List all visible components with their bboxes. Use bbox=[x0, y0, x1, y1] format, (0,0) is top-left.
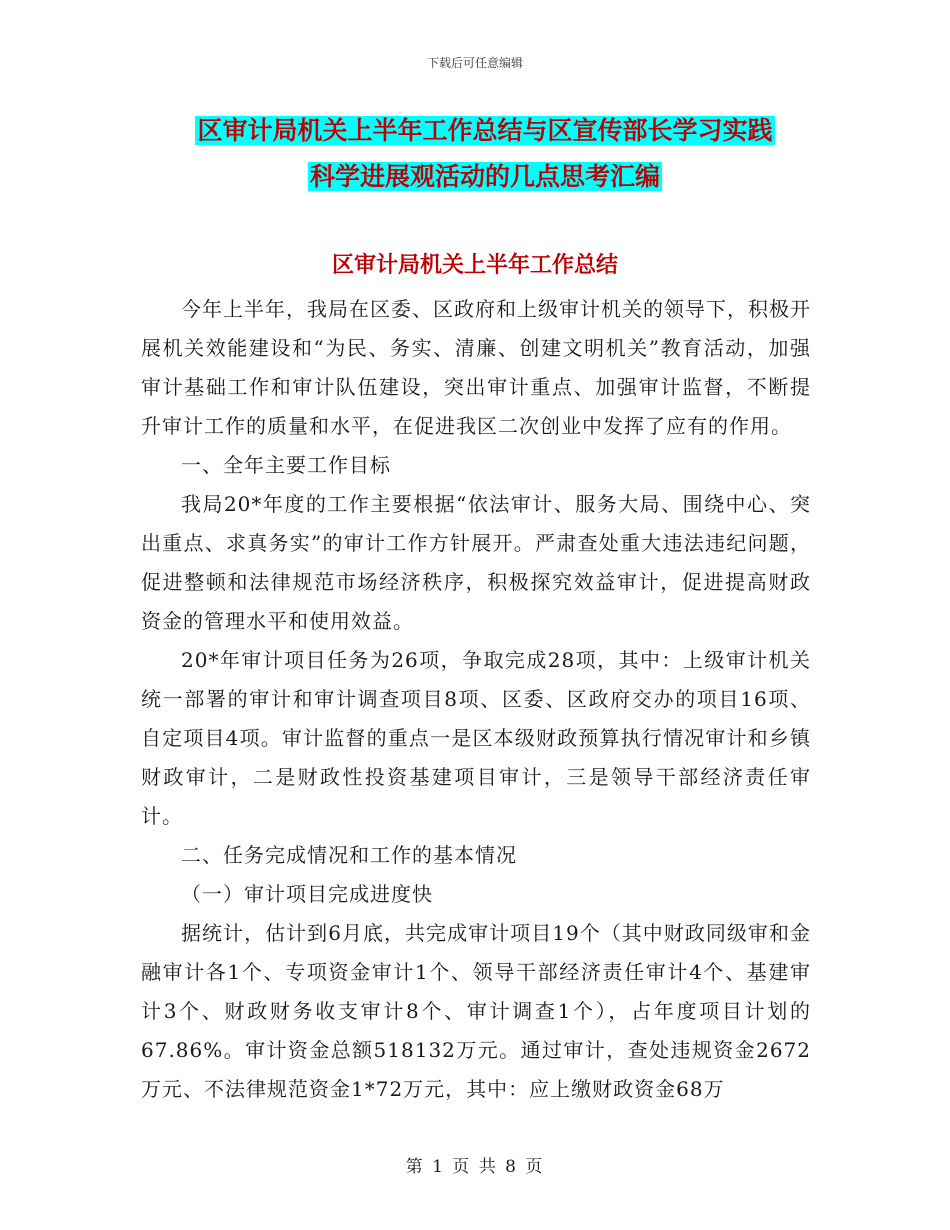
body-text bbox=[141, 290, 811, 1109]
document-title bbox=[160, 108, 810, 200]
header-note: 下载后可任意编辑 bbox=[426, 56, 523, 70]
page-footer: 第 1 页 共 8 页 bbox=[405, 1157, 545, 1177]
paragraph: 我局20*年度的工作主要根据“依法审计、服务大局、围绕中心、突出重点、求真务实”的审计工作方针展开。严肃查处重大违法违纪问题，促进整顿和法律规范市场经济秩序，积极探究效益审计，促进提高财政资金的管理水平和使用效益。 bbox=[141, 492, 811, 633]
section-title: 区审计局机关上半年工作总结 bbox=[331, 253, 618, 278]
paragraph-heading: 一、全年主要工作目标 bbox=[181, 453, 391, 477]
paragraph-subheading: （一）审计项目完成进度快 bbox=[181, 882, 433, 906]
paragraph: 今年上半年，我局在区委、区政府和上级审计机关的领导下，积极开展机关效能建设和“为民、务实、清廉、创建文明机关”教育活动，加强审计基础工作和审计队伍建设，突出审计重点、加强审计监督，不断提升审计工作的质量和水平，在促进我区二次创业中发挥了应有的作用。 bbox=[141, 297, 811, 438]
document-title-line-1: 区审计局机关上半年工作总结与区宣传部长学习实践 bbox=[197, 116, 773, 145]
document-title-line-2: 科学进展观活动的几点思考汇编 bbox=[309, 162, 660, 191]
paragraph: 20*年审计项目任务为26项，争取完成28项，其中：上级审计机关统一部署的审计和审计调查项目8项、区委、区政府交办的项目16项、自定项目4项。审计监督的重点一是区本级财政预算执行情况审计和乡镇财政审计，二是财政性投资基建项目审计，三是领导干部经济责任审计。 bbox=[141, 648, 811, 828]
paragraph: 据统计，估计到6月底，共完成审计项目19个（其中财政同级审和金融审计各1个、专项资金审计1个、领导干部经济责任审计4个、基建审计3个、财政财务收支审计8个、审计调查1个），占年度项目计划的67.86%。审计资金总额518132万元。通过审计，查处违规资金2672万元、不法律规范资金1*72万元，其中：应上缴财政资金68万 bbox=[141, 921, 811, 1101]
paragraph-heading: 二、任务完成情况和工作的基本情况 bbox=[181, 843, 517, 867]
